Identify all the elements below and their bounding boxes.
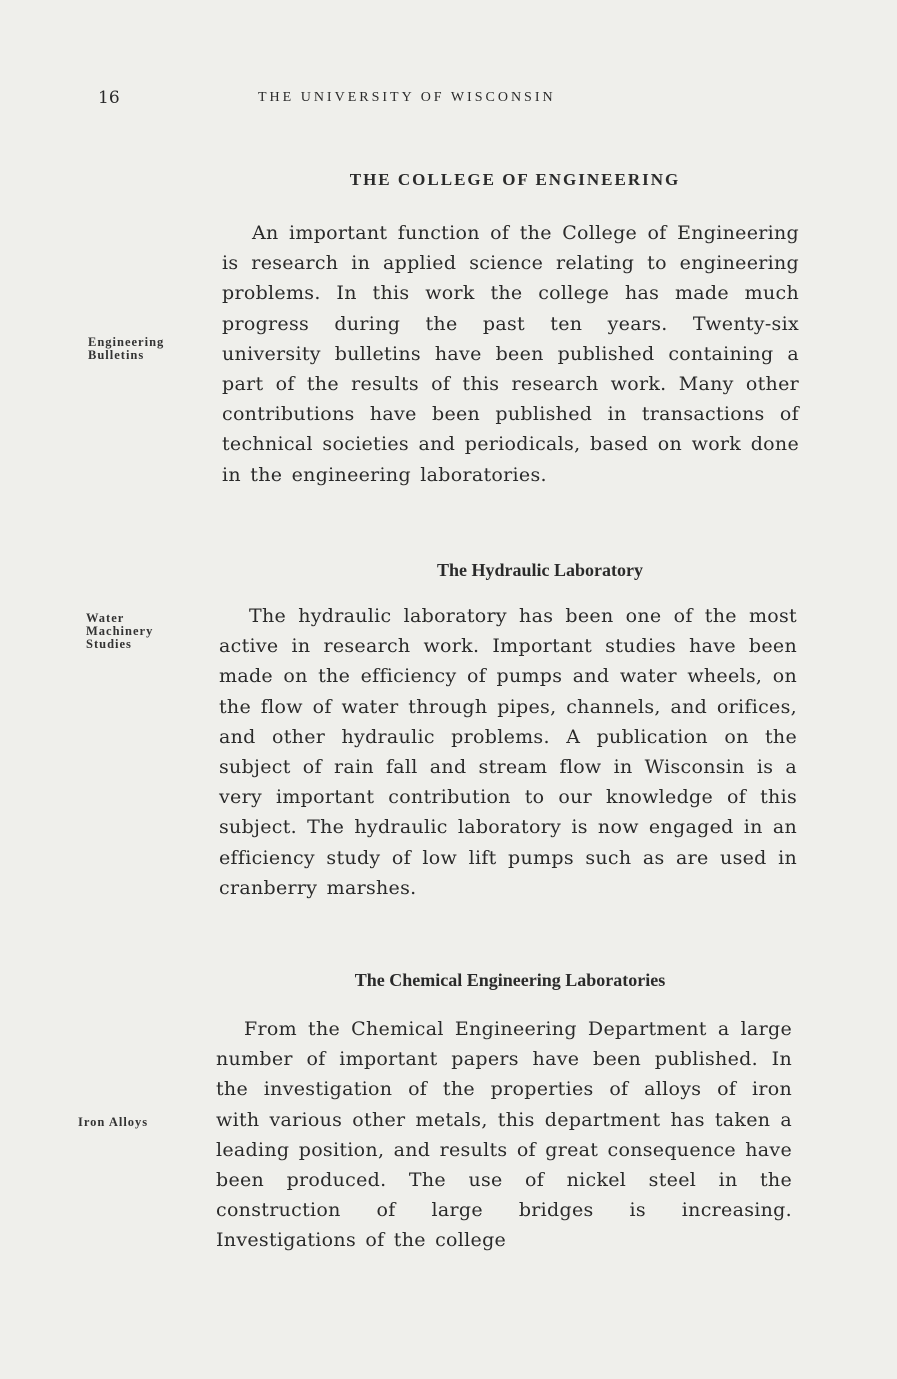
section-title: THE COLLEGE OF ENGINEERING <box>349 170 681 189</box>
paragraph-intro: An important function of the College of Engineering is research in applied science relating to engineering problems. In this work the college has made much progress during the past ten years. Twenty-six university bulletins have been published containing a part of the results of this research work. Many other contributions have been published in transactions of technical societies and periodicals, based on work done in the engineering laboratories. <box>222 222 799 486</box>
subheading-hydraulic: The Hydraulic Laboratory <box>437 560 643 580</box>
running-head: THE UNIVERSITY OF WISCONSIN <box>258 90 556 105</box>
margin-note-text: Engineering Bulletins <box>88 335 165 362</box>
paragraph-chemical: From the Chemical Engineering Department a large number of important papers have been published. In the investigation of the properties of alloys of iron with various other metals, this department has taken a leading position, and results of great consequence have been produced. The use of nickel steel in the construction of large bridges is increasing. Investigations of the college <box>216 1018 792 1252</box>
margin-note-text: Iron Alloys <box>78 1115 149 1129</box>
subheading-chemical: The Chemical Engineering Laboratories <box>354 970 666 990</box>
margin-note-text: Water Machinery Studies <box>86 611 154 651</box>
margin-note-engineering-bulletins <box>88 336 206 362</box>
page-number: 16 <box>98 88 120 108</box>
margin-note-iron-alloys <box>78 1116 148 1129</box>
page-header <box>98 88 798 118</box>
paragraph-hydraulic: The hydraulic laboratory has been one of the most active in research work. Important studies have been made on the efficiency of pumps and water wheels, on the flow of water through pipes, channels, and orifices, and other hydraulic problems. A publication on the subject of rain fall and stream flow in Wisconsin is a very important contribution to our knowledge of this subject. The hydraulic laboratory is now engaged in an efficiency study of low lift pumps such as are used in cranberry marshes. <box>219 605 797 899</box>
margin-note-water-machinery <box>86 612 186 651</box>
